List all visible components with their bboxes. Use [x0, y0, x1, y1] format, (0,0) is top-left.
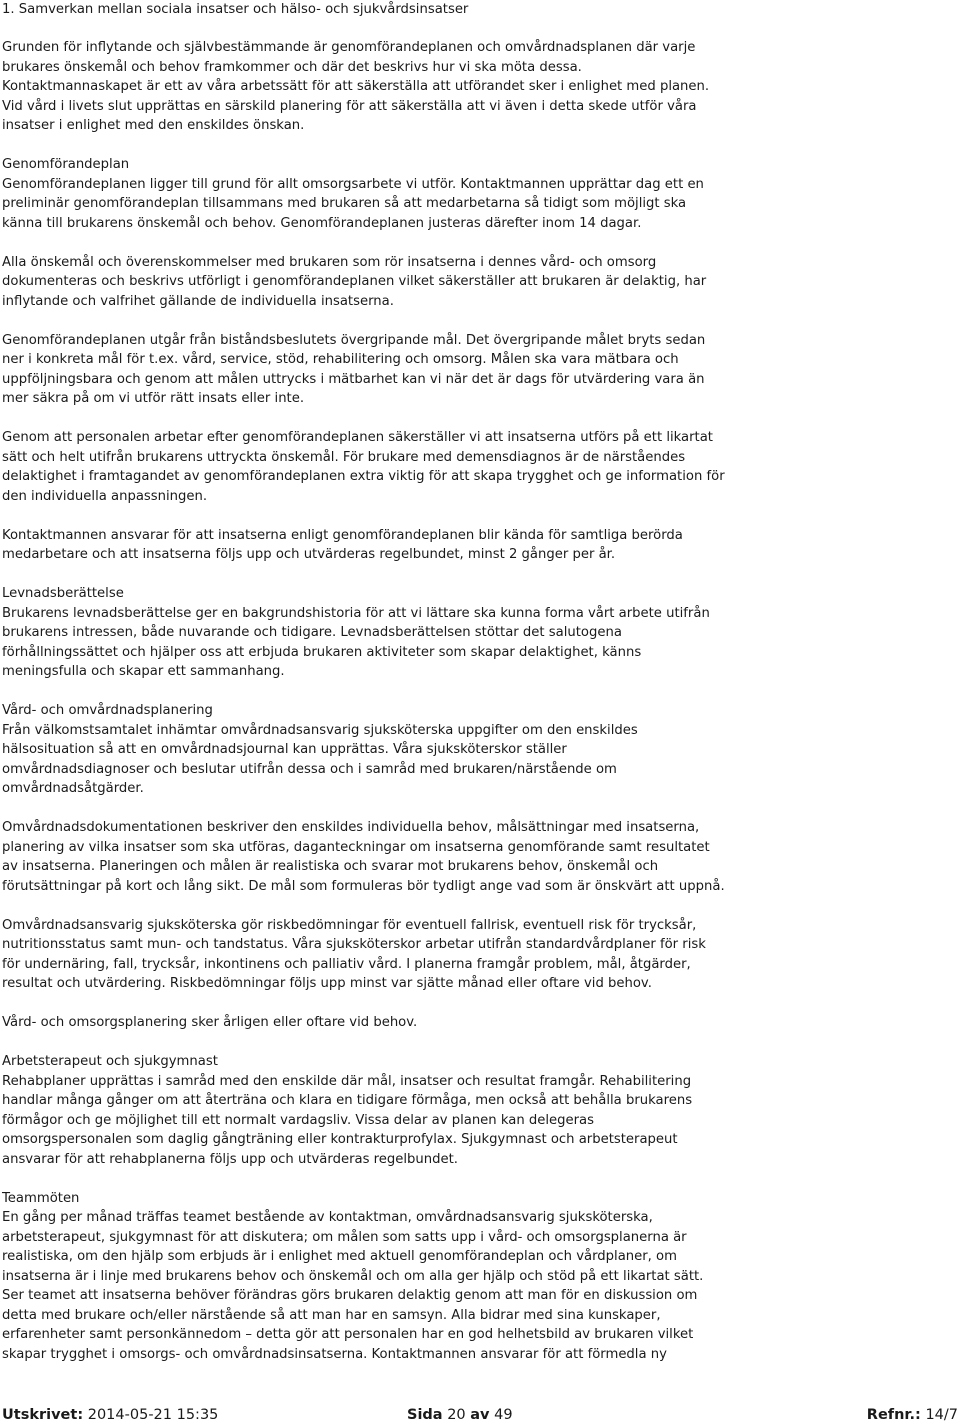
text-line: Rehabplaner upprättas i samråd med den enskilde där mål, insatser och resultat framgår. Rehabilitering	[2, 1073, 692, 1089]
text-line: Vård- och omvårdnadsplanering	[2, 703, 213, 718]
text-line: Vård- och omsorgsplanering sker årligen eller oftare vid behov.	[2, 1015, 418, 1030]
paragraph	[2, 1052, 958, 1169]
reference-number: Refnr.: 14/7	[866, 1407, 958, 1423]
text-line: känna till brukarens önskemål och behov. Genomförandeplanen justeras därefter inom 14 dagar.	[2, 215, 642, 231]
text-line: av insatserna. Planeringen och målen är realistiska och svarar mot brukarens behov, önskemål och	[2, 859, 659, 874]
text-line: Grunden för inflytande och självbestämmande är genomförandeplanen och omvårdnadsplanen där varje	[2, 40, 696, 55]
text-line: Vid vård i livets slut upprättas en särskild planering för att säkerställa att vi även i detta skede utför våra	[2, 98, 697, 114]
text-line: Levnadsberättelse	[2, 586, 124, 601]
text-line: Teammöten	[2, 1190, 80, 1206]
body-text	[2, 38, 958, 1364]
text-line: arbetsterapeut, sjukgymnast för att diskutera; om målen som satts upp i vård- och omsorgsplanerna är	[2, 1229, 687, 1245]
text-line: handlar många gånger om att återträna och klara en tidigare förmåga, men också att behålla brukarens	[2, 1093, 693, 1108]
page-footer	[0, 1406, 960, 1424]
text-line: detta med brukare och/eller närstående så att man har en samsyn. Alla bidrar med sina kunskaper,	[2, 1307, 661, 1323]
text-line: uppföljningsbara och genom att målen uttrycks i mätbarhet kan vi när det är dags för utvärdering vara än	[2, 371, 705, 387]
text-line: Ser teamet att insatserna behöver förändras görs brukaren delaktig genom att man för en diskussion om	[2, 1288, 698, 1303]
text-line: Omvårdnadsansvarig sjuksköterska gör riskbedömningar för eventuell fallrisk, eventuell risk för trycksår,	[2, 917, 697, 933]
text-line: förhållningssättet och hjälper oss att erbjuda brukaren aktiviteter som skapar delaktighet, känns	[2, 644, 642, 660]
text-line: Omvårdnadsdokumentationen beskriver den enskildes individuella behov, målsättningar med insatserna,	[2, 820, 700, 835]
text-line: Genomförandeplan	[2, 157, 130, 172]
text-line: för undernäring, fall, trycksår, inkontinens och palliativ vård. I planerna framgår problem, mål, åtgärder,	[2, 956, 691, 972]
text-line: den individuella anpassningen.	[2, 488, 208, 504]
text-line: insatserna är i linje med brukarens behov och önskemål och om alla ger hjälp och stöd på ett likartat sätt.	[2, 1268, 704, 1284]
text-line: omsorgspersonalen som daglig gångträning eller kontrakturprofylax. Sjukgymnast och arbetsterapeut	[2, 1132, 678, 1147]
page-number: Sida 20 av 49	[407, 1407, 513, 1423]
paragraph	[2, 1189, 958, 1365]
text-line: Arbetsterapeut och sjukgymnast	[2, 1054, 218, 1069]
text-line: Genomförandeplanen ligger till grund för allt omsorgsarbete vi utför. Kontaktmannen upprättar dag ett en	[2, 176, 704, 192]
paragraph	[2, 526, 958, 565]
text-line: Brukarens levnadsberättelse ger en bakgrundshistoria för att vi lättare ska kunna forma vårt arbete utifrån	[2, 605, 710, 621]
text-line: brukares önskemål och behov framkommer och där det beskrivs hur vi ska möta dessa.	[2, 59, 582, 75]
text-line: ansvarar för att rehabplanerna följs upp och utvärderas regelbundet.	[2, 1151, 458, 1167]
text-line: realistiska, om den hjälp som erbjuds är i enlighet med aktuell genomförandeplan och vårdplaner, om	[2, 1249, 677, 1264]
text-line: ner i konkreta mål för t.ex. vård, service, stöd, rehabilitering och omsorg. Målen ska vara mätbara och	[2, 352, 679, 367]
text-line: mer säkra på om vi utför rätt insats eller inte.	[2, 391, 305, 406]
text-line: En gång per månad träffas teamet bestående av kontaktman, omvårdnadsansvarig sjuksköterska,	[2, 1210, 653, 1225]
paragraph	[2, 253, 958, 312]
text-line: Från välkomstsamtalet inhämtar omvårdnadsansvarig sjuksköterska uppgifter om den enskildes	[2, 722, 638, 738]
text-line: Genom att personalen arbetar efter genomförandeplanen säkerställer vi att insatserna utförs på ett likartat	[2, 430, 713, 445]
text-line: meningsfulla och skapar ett sammanhang.	[2, 664, 285, 679]
paragraph	[2, 818, 958, 896]
paragraph	[2, 331, 958, 409]
text-line: dokumenteras och beskrivs utförligt i genomförandeplanen vilket säkerställer att brukaren är delaktig, har	[2, 274, 707, 289]
paragraph	[2, 428, 958, 506]
text-line: Kontaktmannen ansvarar för att insatserna enligt genomförandeplanen blir kända för samtliga berörda	[2, 527, 683, 543]
text-line: sätt och helt utifrån brukarens uttryckta önskemål. För brukare med demensdiagnos är de närståendes	[2, 449, 686, 465]
text-line: resultat och utvärdering. Riskbedömningar följs upp minst var sjätte månad eller oftare vid behov.	[2, 976, 652, 991]
paragraph	[2, 1013, 958, 1033]
text-line: Alla önskemål och överenskommelser med brukaren som rör insatserna i dennes vård- och omsorg	[2, 254, 657, 270]
text-line: medarbetare och att insatserna följs upp och utvärderas regelbundet, minst 2 gånger per år.	[2, 547, 616, 562]
text-line: omvårdnadsåtgärder.	[2, 781, 144, 796]
text-line: preliminär genomförandeplan tillsammans med brukaren så att medarbetarna så tidigt som möjligt ska	[2, 196, 687, 211]
paragraph	[2, 916, 958, 994]
text-line: Kontaktmannaskapet är ett av våra arbetssätt för att säkerställa att utförandet sker i enlighet med planen.	[2, 79, 710, 94]
text-line: förmågor och ge möjlighet till ett normalt vardagsliv. Vissa delar av planen kan delegeras	[2, 1112, 594, 1128]
text-line: brukarens intressen, både nuvarande och tidigare. Levnadsberättelsen stöttar det salutogena	[2, 625, 622, 640]
text-line: delaktighet i framtagandet av genomförandeplanen extra viktig för att skapa trygghet och ge information för	[2, 469, 725, 484]
text-line: erfarenheter samt personkännedom – detta gör att personalen har en god helhetsbild av brukaren vilket	[2, 1327, 694, 1342]
text-line: insatser i enlighet med den enskildes önskan.	[2, 118, 305, 133]
text-line: omvårdnadsdiagnoser och beslutar utifrån dessa och i samråd med brukaren/närstående om	[2, 761, 617, 777]
text-line: förutsättningar på kort och lång sikt. De mål som formuleras bör tydligt ange vad som är önskvärt att uppnå.	[2, 878, 725, 894]
printed-date: Utskrivet: 2014-05-21 15:35	[2, 1407, 219, 1423]
text-line: planering av vilka insatser som ska utföras, daganteckningar om insatserna genomförande samt resultatet	[2, 839, 710, 855]
section-heading: 1. Samverkan mellan sociala insatser och hälso- och sjukvårdsinsatser	[2, 2, 469, 17]
paragraph	[2, 701, 958, 799]
paragraph	[2, 38, 958, 136]
text-line: Genomförandeplanen utgår från biståndsbeslutets övergripande mål. Det övergripande målet bryts sedan	[2, 332, 706, 348]
text-line: hälsosituation så att en omvårdnadsjournal kan upprättas. Våra sjuksköterskor ställer	[2, 742, 567, 757]
text-line: inflytande och valfrihet gällande de individuella insatserna.	[2, 293, 394, 309]
paragraph	[2, 584, 958, 682]
text-line: nutritionsstatus samt mun- och tandstatus. Våra sjuksköterskor arbetar utifrån standardvårdplaner för risk	[2, 937, 706, 952]
text-line: skapar trygghet i omsorgs- och omvårdnadsinsatserna. Kontaktmannen ansvarar för att förmedla ny	[2, 1346, 667, 1362]
paragraph	[2, 155, 958, 233]
